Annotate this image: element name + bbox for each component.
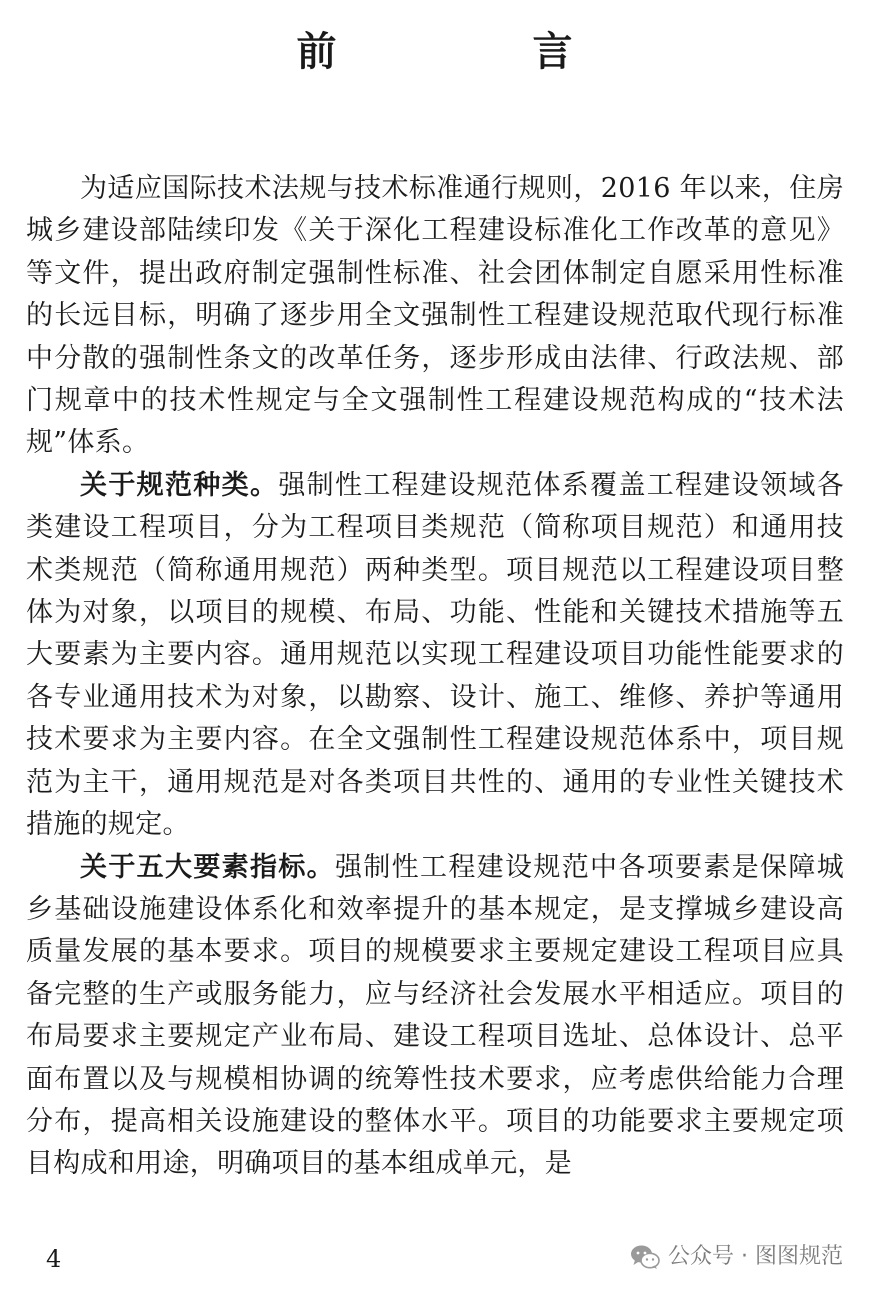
paragraph-text: 强制性工程建设规范体系覆盖工程建设领域各类建设工程项目，分为工程项目类规范（简称项目规范）和通用技术类规范（简称通用规范）两种类型。项目规范以工程建设项目整体为对象，以项目的规模、布局、功能、性能和关键技术措施等五大要素为主要内容。通用规范以实现工程建设项目功能性能要求的各专业通用技术为对象，以勘察、设计、施工、维修、养护等通用技术要求为主要内容。在全文强制性工程建设规范体系中，项目规范为主干，通用规范是对各类项目共性的、通用的专业性关键技术措施的规定。 [26,469,844,841]
document-body [26,168,844,1186]
paragraph-text: 为适应国际技术法规与技术标准通行规则，2016 年以来，住房城乡建设部陆续印发《关于深化工程建设标准化工作改革的意见》等文件，提出政府制定强制性标准、社会团体制定自愿采用性标准的长远目标，明确了逐步用全文强制性工程建设规范取代现行标准中分散的强制性条文的改革任务，逐步形成由法律、行政法规、部门规章中的技术性规定与全文强制性工程建设规范构成的“技术法规”体系。 [26,173,844,459]
wechat-icon [630,1244,660,1270]
page-title: 前 言 [296,29,651,75]
paragraph-five-elements [26,847,844,1186]
paragraph-text: 强制性工程建设规范中各项要素是保障城乡基础设施建设体系化和效率提升的基本规定，是支撑城乡建设高质量发展的基本要求。项目的规模要求主要规定建设工程项目应具备完整的生产或服务能力，应与经济社会发展水平相适应。项目的布局要求主要规定产业布局、建设工程项目选址、总体设计、总平面布置以及与规模相协调的统筹性技术要求，应考虑供给能力合理分布，提高相关设施建设的整体水平。项目的功能要求主要规定项目构成和用途，明确项目的基本组成单元，是 [26,851,844,1180]
paragraph-intro [26,168,844,465]
watermark [630,1242,843,1272]
paragraph-lead: 关于规范种类。 [80,469,279,501]
watermark-text: 公众号 · 图图规范 [668,1244,843,1269]
page-number: 4 [46,1245,62,1273]
paragraph-lead: 关于五大要素指标。 [80,851,336,883]
paragraph-spec-types [26,465,844,847]
